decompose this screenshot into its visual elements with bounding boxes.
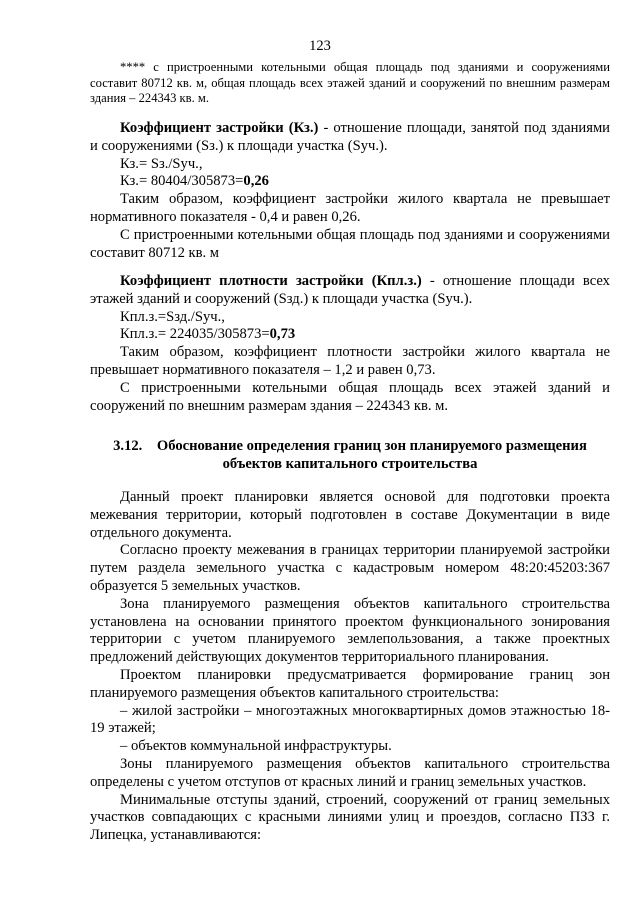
kz-calc — [90, 173, 610, 191]
section-paragraph-4: Проектом планировки предусматривается формирование границ зон планируемого размещения объектов капитального строительства: — [90, 666, 610, 701]
kplz-definition — [90, 273, 610, 309]
section-paragraph-5: Зоны планируемого размещения объектов капитального строительства определены с учетом отступов от красных линий и границ земельных участков. — [90, 755, 610, 790]
section-paragraph-1: Данный проект планировки является основой для подготовки проекта межевания территории, который подготовлен в составе Документации в виде отдельного документа. — [90, 489, 610, 541]
kz-def-text: - отношение площади, занятой под зданиями и сооружениями (Sз.) к площади участка (Sуч.). — [90, 120, 610, 154]
kz-block — [90, 120, 610, 262]
kz-definition — [90, 120, 610, 156]
section-heading-line1: 3.12. Обоснование определения границ зон планируемого размещения — [113, 438, 587, 454]
kplz-calc-expr: Кпл.з.= 224035/305873= — [120, 326, 270, 343]
section-paragraph-2: Согласно проекту межевания в границах территории планируемой застройки путем раздела земельного участка с кадастровым номером 48:20:45203:367 образуется 5 земельных участков. — [90, 542, 610, 594]
section-body — [90, 489, 610, 845]
kz-note: С пристроенными котельными общая площадь под зданиями и сооружениями составит 80712 кв. м — [90, 226, 610, 261]
kplz-calc — [90, 326, 610, 344]
footnote — [90, 60, 610, 107]
list-item-utilities: – объектов коммунальной инфраструктуры. — [120, 738, 392, 755]
kplz-block — [90, 273, 610, 415]
page-number: 123 — [309, 38, 331, 54]
kplz-formula: Кпл.з.=Sзд./Sуч., — [120, 308, 225, 325]
list-item-residential: – жилой застройки – многоэтажных многоквартирных домов этажностью 18-19 этажей; — [90, 702, 610, 737]
section-paragraph-6: Минимальные отступы зданий, строений, сооружений от границ земельных участков совпадающих с красными линиями улиц и проездов, согласно ПЗЗ г. Липецка, устанавливаются: — [90, 791, 610, 844]
kplz-title: Коэффициент плотности застройки (Кпл.з.) — [120, 273, 422, 289]
footnote-text: **** с пристроенными котельными общая площадь под зданиями и сооружениями составит 80712 кв. м, общая площадь всех этажей зданий и сооружений по внешним размерам здания – 224343 кв. м. — [90, 60, 610, 105]
section-heading-line2: объектов капитального строительства — [222, 456, 478, 472]
kplz-note: С пристроенными котельными общая площадь всех этажей зданий и сооружений по внешним размерам здания – 224343 кв. м. — [90, 379, 610, 414]
kplz-calc-result: 0,73 — [269, 326, 296, 343]
kplz-def-text: - отношение площади всех этажей зданий и сооружений (Sзд.) к площади участка (Sуч.). — [90, 273, 610, 307]
section-paragraph-3: Зона планируемого размещения объектов капитального строительства установлена на основании принятого проектом функционального зонирования территории с учетом планируемого землепользования, а также проектных предложений действующих документов территориального планирования. — [90, 595, 610, 666]
kplz-conclusion: Таким образом, коэффициент плотности застройки жилого квартала не превышает нормативного показателя – 1,2 и равен 0,73. — [90, 344, 610, 378]
kz-conclusion: Таким образом, коэффициент застройки жилого квартала не превышает нормативного показателя - 0,4 и равен 0,26. — [90, 191, 610, 225]
kz-title: Коэффициент застройки (Кз.) — [120, 120, 319, 136]
kz-calc-expr: Кз.= 80404/305873= — [120, 173, 244, 190]
kz-calc-result: 0,26 — [243, 173, 269, 190]
section-heading — [90, 437, 610, 473]
kz-formula: Кз.= Sз./Sуч., — [120, 155, 203, 172]
